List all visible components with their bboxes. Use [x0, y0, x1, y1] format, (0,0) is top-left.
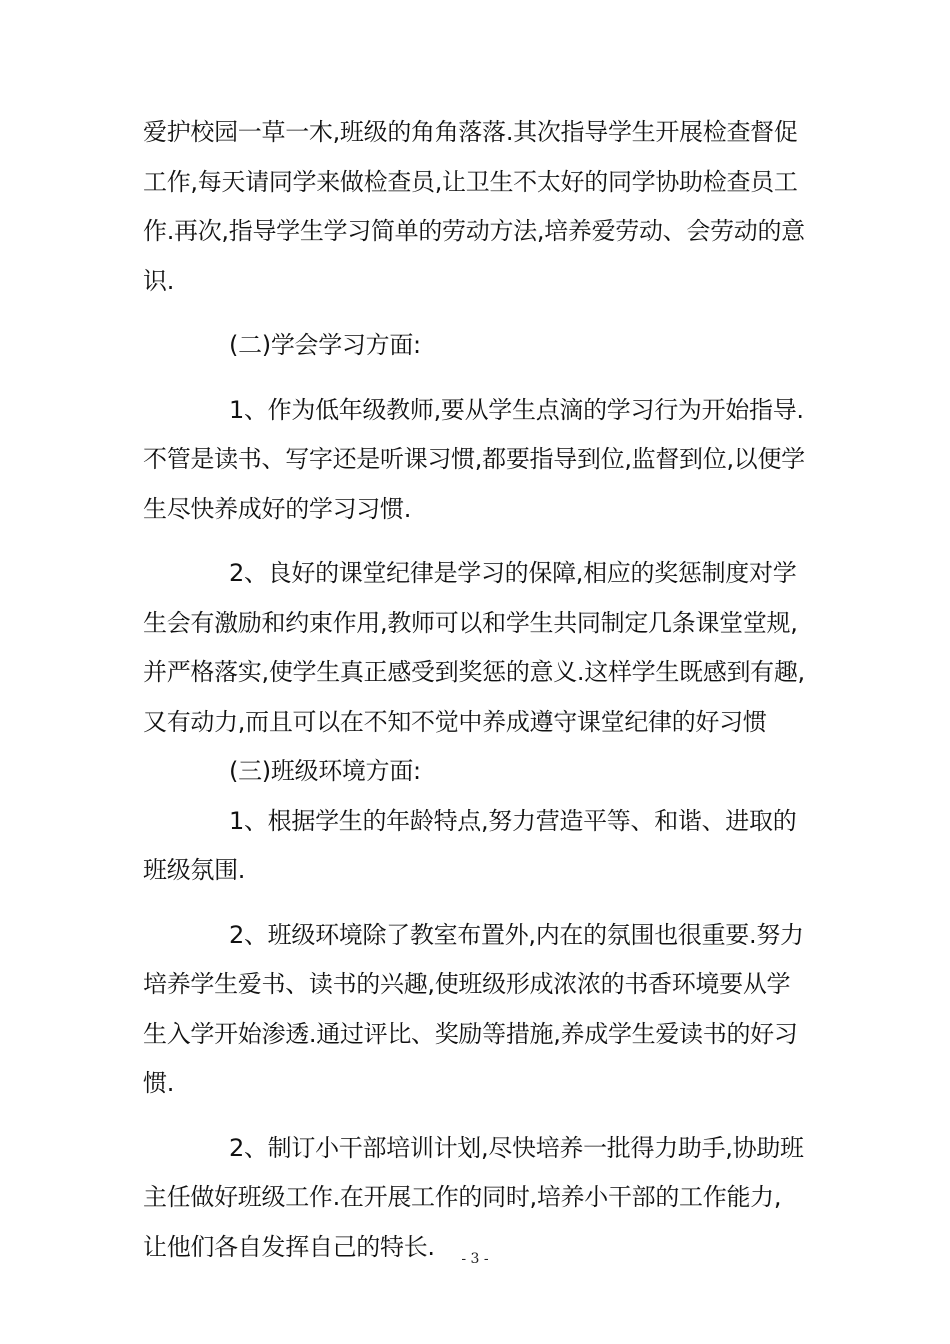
- text-line: 2、良好的课堂纪律是学习的保障,相应的奖惩制度对学: [229, 559, 797, 587]
- text-line: 生尽快养成好的学习习惯.: [143, 494, 412, 523]
- text-line: 又有动力,而且可以在不知不觉中养成遵守课堂纪律的好习惯: [143, 707, 767, 736]
- text-line: 作.再次,指导学生学习简单的劳动方法,培养爱劳动、会劳动的意: [143, 217, 805, 245]
- paragraph-1: [143, 108, 813, 306]
- text-line: 1、作为低年级教师,要从学生点滴的学习行为开始指导.: [229, 395, 804, 424]
- paragraph-learning-1: [143, 386, 813, 535]
- text-line: 工作,每天请同学来做检查员,让卫生不太好的同学协助检查员工: [143, 167, 798, 196]
- text-line: 主任做好班级工作.在开展工作的同时,培养小干部的工作能力,: [143, 1183, 782, 1211]
- page-number: - 3 -: [461, 1251, 489, 1267]
- text-line: 培养学生爱书、读书的兴趣,使班级形成浓浓的书香环境要从学: [143, 970, 791, 998]
- section-heading-learning: [143, 321, 813, 371]
- section-heading-environment: [143, 747, 813, 797]
- text-line: 爱护校园一草一木,班级的角角落落.其次指导学生开展检查督促: [143, 118, 798, 146]
- heading-text: (三)班级环境方面:: [229, 757, 421, 785]
- text-line: 1、根据学生的年龄特点,努力营造平等、和谐、进取的: [229, 806, 797, 835]
- text-line: 并严格落实,使学生真正感受到奖惩的意义.这样学生既感到有趣,: [143, 658, 805, 686]
- paragraph-environment-3: [143, 1124, 813, 1273]
- text-line: 2、班级环境除了教室布置外,内在的氛围也很重要.努力: [229, 920, 804, 949]
- text-line: 生会有激励和约束作用,教师可以和学生共同制定几条课堂堂规,: [143, 608, 798, 637]
- paragraph-environment-2: [143, 911, 813, 1109]
- paragraph-environment-1: [143, 797, 813, 896]
- text-line: 识.: [143, 266, 175, 295]
- text-line: 不管是读书、写字还是听课习惯,都要指导到位,监督到位,以便学: [143, 445, 805, 473]
- document-body: [143, 108, 813, 1272]
- paragraph-learning-2: [143, 549, 813, 747]
- text-line: 生入学开始渗透.通过评比、奖励等措施,养成学生爱读书的好习: [143, 1019, 798, 1048]
- heading-text: (二)学会学习方面:: [229, 331, 421, 359]
- text-line: 班级氛围.: [143, 856, 246, 884]
- text-line: 惯.: [143, 1069, 175, 1097]
- text-line: 让他们各自发挥自己的特长.: [143, 1232, 435, 1261]
- text-line: 2、制订小干部培训计划,尽快培养一批得力助手,协助班: [229, 1133, 804, 1162]
